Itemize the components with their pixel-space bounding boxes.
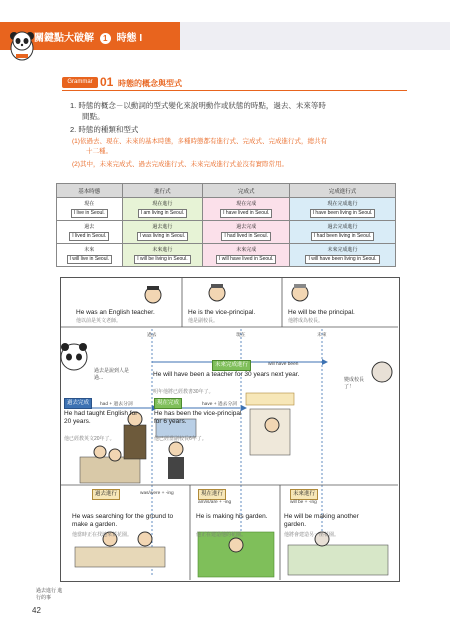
cell-zh: 未來進行 (152, 247, 173, 253)
table-cell (203, 244, 290, 267)
timeline-future-tag: 未來 (317, 333, 327, 338)
header-title-text: 關鍵點大破解 (34, 33, 94, 44)
table-cell (57, 221, 123, 244)
section-number: 01 (100, 75, 114, 89)
past-perfect-zh: 他已經教英文20年了。 (64, 436, 115, 442)
past-perfect-label: 過去完成 (64, 398, 92, 409)
future-progressive-label: 未來進行 (290, 489, 318, 500)
table-cell (203, 221, 290, 244)
future-perfect-tag: will have been (268, 362, 299, 367)
table-header: 完成進行式 (290, 184, 396, 198)
table-cell (122, 198, 203, 221)
point-2: 2. 時態的種類和型式 (70, 125, 139, 134)
panda-mascot-icon (8, 26, 36, 62)
table-cell (290, 221, 396, 244)
timeline-past-tag: 過去 (147, 333, 157, 338)
present-progressive-label: 現在進行 (198, 489, 226, 500)
cell-en: I will be living in Seoul. (134, 255, 190, 264)
speech-past-progressive: He was searching for the ground to make a garden. (72, 513, 174, 528)
speech-present: He is the vice-principal. (188, 309, 256, 316)
cell-en: I live in Seoul. (71, 209, 108, 218)
present-perfect-zh: 他已經當副校長6年了。 (154, 436, 207, 442)
future-perfect-zh: 明年他將已經教書30年了。 (153, 389, 214, 395)
speech-future-progressive: He will be making another garden. (284, 513, 359, 528)
future-perfect-text: He will have been a teacher for 30 years next year. (153, 371, 300, 378)
speech-past-progressive-zh: 他當時正在找地來蓋花園。 (72, 532, 133, 538)
cell-zh: 未來 (84, 247, 95, 253)
table-header: 基本時態 (57, 184, 123, 198)
present-perfect-label: 現在完成 (154, 398, 182, 409)
cell-zh: 現在 (84, 201, 95, 207)
cell-zh: 過去完成進行 (327, 224, 358, 230)
table-row (57, 244, 396, 267)
point-1: 1. 時態的概念－以動詞的型式變化來說明動作或狀態的時點，過去、未來等時 (70, 101, 326, 110)
cell-en: I will live in Seoul. (67, 255, 112, 264)
cell-en: I lived in Seoul. (69, 232, 109, 241)
section-title: 時態的概念與型式 (118, 79, 182, 88)
table-cell (122, 221, 203, 244)
future-perfect-label: 未來完成進行 (212, 360, 251, 371)
cell-en: I will have been living in Seoul. (305, 255, 379, 264)
speech-present-zh: 他是副校長。 (188, 318, 219, 324)
bottom-left-note: 過去進行 進行的事 (36, 588, 63, 601)
note-1-cont: 十二種。 (86, 148, 112, 155)
present-perfect-tag: have + 過去分詞 (202, 402, 238, 407)
section-divider (62, 90, 407, 91)
cell-zh: 現在進行 (152, 201, 173, 207)
speech-past-zh: 他以前是英文老師。 (76, 318, 122, 324)
cell-zh: 未來完成 (236, 247, 257, 253)
speech-future-progressive-zh: 他將會建造另一座花園。 (284, 532, 340, 538)
chapter-number-badge: 1 (100, 33, 111, 44)
speech-future-zh: 他將成為校長。 (288, 318, 324, 324)
table-cell (290, 244, 396, 267)
section-badge: Grammar (62, 77, 98, 88)
table-cell (57, 198, 123, 221)
table-row (57, 221, 396, 244)
cell-en: I had been living in Seoul. (311, 232, 374, 241)
right-note: 變成校長了！ (344, 377, 365, 390)
table-header: 完成式 (203, 184, 290, 198)
future-progressive-tag: will be + -ing (290, 500, 317, 505)
cell-en: I have been living in Seoul. (310, 209, 376, 218)
past-perfect-tag: had + 過去分詞 (100, 402, 133, 407)
speech-future: He will be the principal. (288, 309, 355, 316)
timeline-present-tag: 現在 (236, 333, 246, 338)
table-cell (57, 244, 123, 267)
header-title (34, 29, 142, 44)
speech-present-progressive: He is making his garden. (196, 513, 268, 520)
cell-zh: 現在完成 (236, 201, 257, 207)
present-perfect-text: He has been the vice-principal for 6 years. (154, 410, 242, 425)
speech-present-progressive-zh: 他正在建造他的花園。 (196, 532, 247, 538)
cell-en: I had lived in Seoul. (221, 232, 271, 241)
table-cell (122, 244, 203, 267)
cell-zh: 過去進行 (152, 224, 173, 230)
cell-zh: 過去 (84, 224, 95, 230)
page-number: 42 (32, 606, 41, 615)
cell-zh: 過去完成 (236, 224, 257, 230)
tense-table (56, 183, 396, 267)
table-cell (290, 198, 396, 221)
note-2: (2)其中，未來完成式、過去完成進行式、未來完成進行式並沒有實際常用。 (72, 161, 288, 168)
table-cell (203, 198, 290, 221)
point-1-cont: 間點。 (82, 112, 105, 121)
cell-en: I was living in Seoul. (137, 232, 188, 241)
speech-past: He was an English teacher. (76, 309, 155, 316)
chapter-title: 時態 I (116, 33, 143, 44)
past-perfect-text: He had taught English for 20 years. (64, 410, 138, 425)
present-progressive-tag: am/is/are + -ing (198, 500, 232, 505)
past-progressive-label: 過去進行 (92, 489, 120, 500)
note-1: (1)依過去、現在、未來的基本時態，多種時態都有進行式、完成式、完成進行式，總共有 (72, 138, 327, 145)
cell-zh: 現在完成進行 (327, 201, 358, 207)
left-note: 過去是說到人是過... (94, 368, 130, 381)
past-progressive-tag: was/were + -ing (140, 491, 174, 496)
table-row (57, 198, 396, 221)
table-header-row (57, 184, 396, 198)
table-header: 進行式 (122, 184, 203, 198)
cell-en: I have lived in Seoul. (220, 209, 272, 218)
cell-en: I am living in Seoul. (138, 209, 187, 218)
cell-en: I will have lived in Seoul. (216, 255, 276, 264)
cell-zh: 未來完成進行 (327, 247, 358, 253)
